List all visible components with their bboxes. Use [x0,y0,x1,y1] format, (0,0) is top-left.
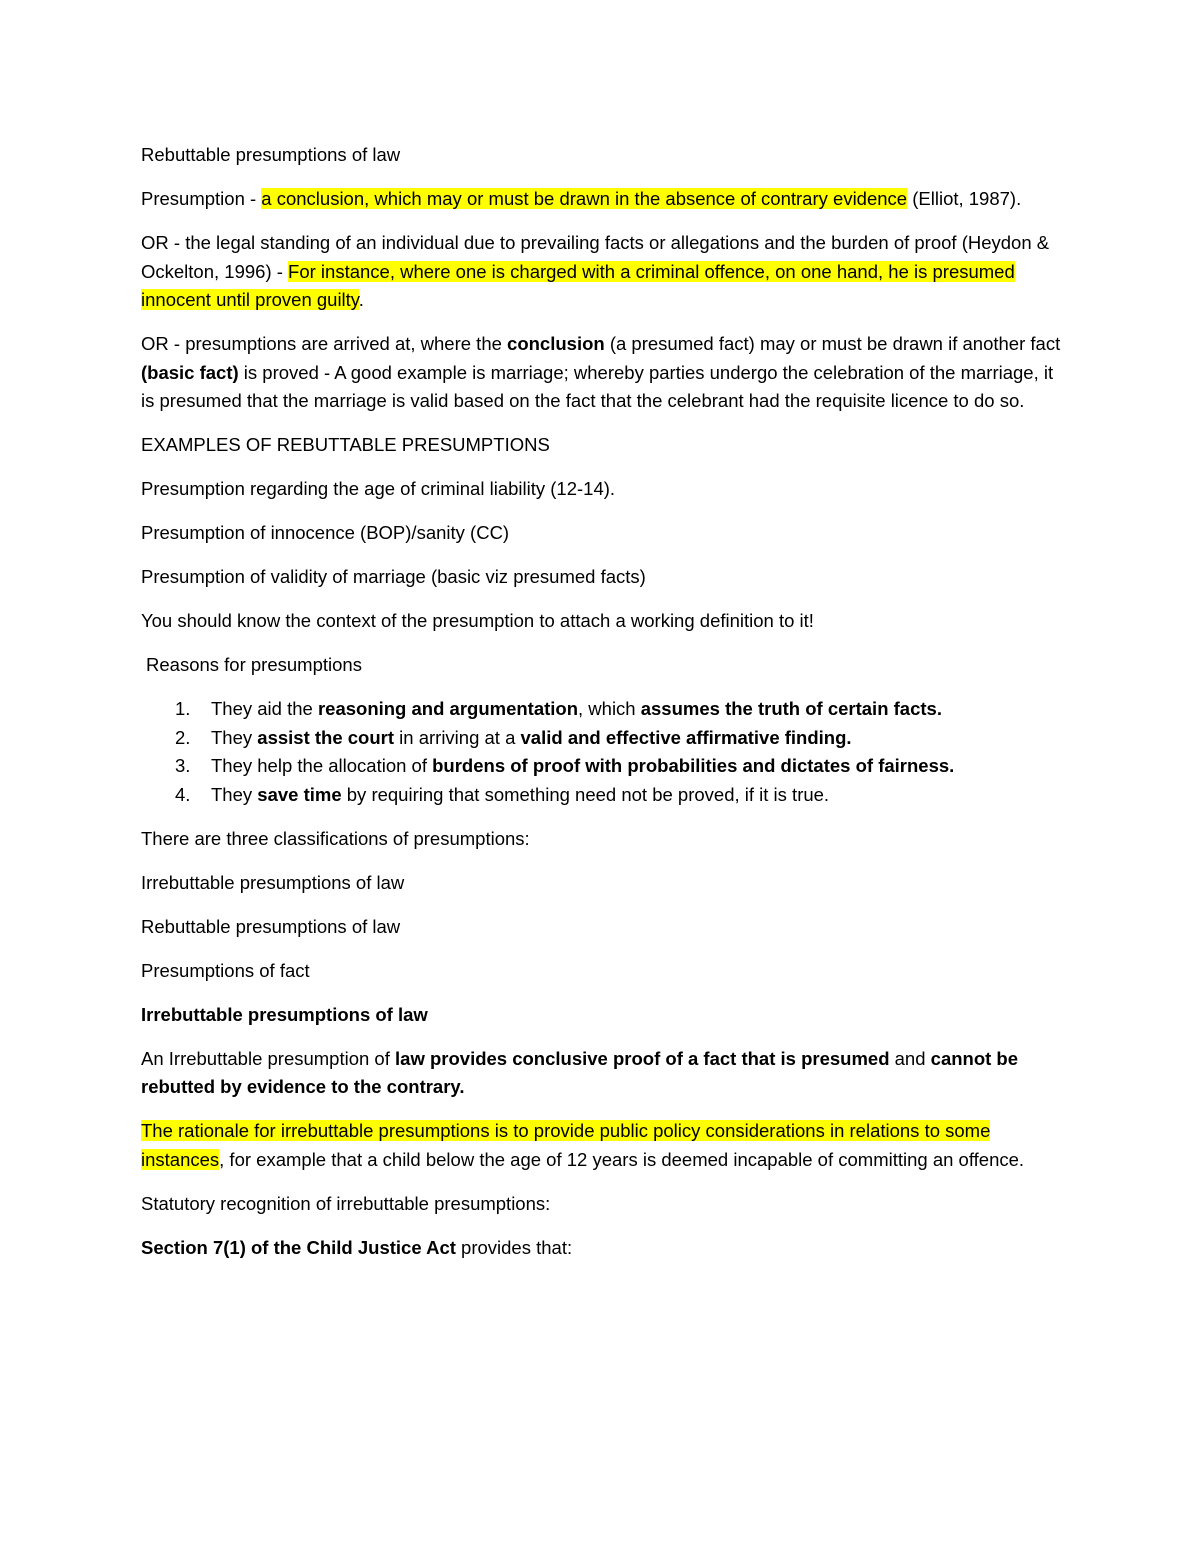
irrebuttable-text: An Irrebuttable presumption of [141,1047,396,1069]
reason-text: They [211,726,258,748]
classifications-intro: There are three classifications of presumptions: [141,827,530,849]
irrebuttable-text: and [889,1047,931,1069]
definition-3-text-b: (a presumed fact) may or must be drawn if another fact [604,333,1061,354]
definition-1-highlight: a conclusion, which may or must be drawn in the absence of contrary evidence [261,188,908,209]
definition-3-text-c: is proved - A good example is marriage; whereby parties undergo the celebration of the marriage, it is presumed that the marriage is valid based on the fact that the celebrant had the requisite licence to do so. [141,361,1054,411]
page-title: Rebuttable presumptions of law [141,144,401,165]
irrebuttable-bold: cannot be rebutted by evidence to the contrary. [141,1047,1019,1097]
examples-heading: EXAMPLES OF REBUTTABLE PRESUMPTIONS [141,434,550,455]
reason-item [141,695,1071,724]
rationale-paragraph [141,1117,1071,1174]
rationale-tail: , for example that a child below the age of 12 years is deemed incapable of committing an offence. [219,1148,1025,1170]
irrebuttable-bold: law provides conclusive proof of a fact that is presumed [395,1047,890,1069]
irrebuttable-heading-text: Irrebuttable presumptions of law [141,1003,428,1025]
definition-2-highlight: For instance, where one is charged with a criminal offence, on one hand, he is presumed innocent until proven guilty [141,260,1015,310]
example-item: Presumption of innocence (BOP)/sanity (CC) [141,522,510,543]
reason-text: They [211,783,258,805]
statutory-recognition: Statutory recognition of irrebuttable presumptions: [141,1192,551,1214]
definition-2-tail: . [358,289,364,310]
reason-number: 1. [175,698,191,719]
reason-number: 3. [175,755,191,776]
rationale-highlight: The rationale for irrebuttable presumptions is to provide public policy considerations in relations to some instances [141,1120,991,1170]
reason-number: 4. [175,783,191,805]
definition-1-lead: Presumption - [141,188,262,209]
definition-3-bold-a: conclusion [507,333,605,354]
definition-3-text-a: OR - presumptions are arrived at, where the [141,333,508,354]
definition-3-bold-b: (basic fact) [141,361,239,383]
reason-item [141,724,1071,753]
reason-bold: save time [257,783,342,805]
reason-number: 2. [175,726,191,748]
reason-text: They help the allocation of [211,755,433,776]
document-body [141,141,1071,1278]
reason-item [141,752,1071,781]
classification-item: Irrebuttable presumptions of law [141,871,405,893]
reason-bold: burdens of proof with probabilities and dictates of fairness. [432,755,955,776]
reason-text: , which [578,698,641,719]
classification-item: Rebuttable presumptions of law [141,915,401,937]
reason-text: by requiring that something need not be proved, if it is true. [341,783,830,805]
reason-bold: valid and effective affirmative finding. [520,726,852,748]
reason-bold: assumes the truth of certain facts. [640,698,942,719]
reason-bold: assist the court [257,726,395,748]
irrebuttable-heading [141,1001,1071,1030]
classification-item: Presumptions of fact [141,959,310,981]
example-item: You should know the context of the presumption to attach a working definition to it! [141,610,814,631]
definition-2-lead: OR - the legal standing of an individual due to prevailing facts or allegations and the burden of proof (Heydon & Ockelton, 1996) - [141,232,1050,282]
example-item: Presumption regarding the age of criminal liability (12-14). [141,478,616,499]
reason-bold: reasoning and argumentation [317,698,579,719]
reason-text: They aid the [211,698,318,719]
section-reference-bold: Section 7(1) of the Child Justice Act [141,1236,456,1258]
definition-1 [141,185,1071,214]
irrebuttable-definition [141,1045,1071,1102]
reason-text: in arriving at a [394,726,521,748]
definition-2 [141,229,1071,315]
example-item: Presumption of validity of marriage (basic viz presumed facts) [141,566,646,587]
definition-1-tail: (Elliot, 1987). [907,188,1022,209]
section-reference-tail: provides that: [455,1236,573,1258]
reason-item [141,781,1071,810]
section-reference [141,1234,1071,1263]
reasons-list [141,695,1071,809]
definition-3 [141,330,1071,416]
reasons-heading: Reasons for presumptions [146,654,362,675]
